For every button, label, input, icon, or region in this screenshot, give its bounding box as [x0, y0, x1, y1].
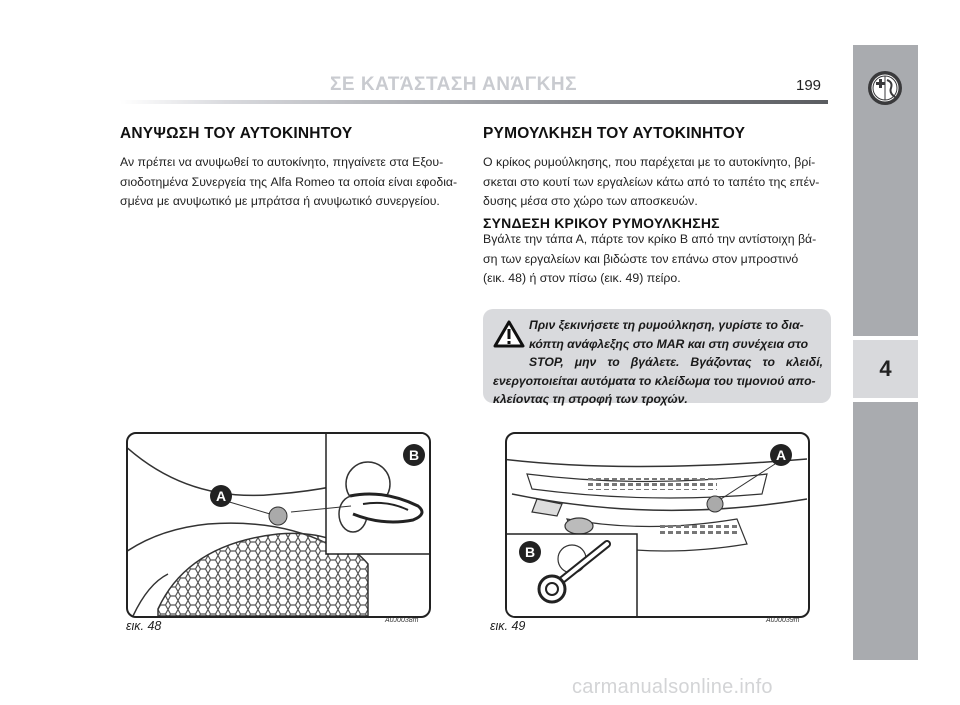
text-line: σμένα με ανυψωτικό με μπράτσα ή ανυψωτικό συνεργείου.	[120, 194, 440, 208]
tow-ring-paragraph	[483, 230, 831, 289]
figure-49	[505, 432, 810, 618]
rear-bumper-illustration	[507, 434, 808, 616]
callout-a: A	[210, 485, 232, 507]
towing-heading: ΡΥΜΟΥΛΚΗΣΗ ΤΟΥ ΑΥΤΟΚΙΝΗΤΟΥ	[483, 125, 746, 142]
lifting-paragraph	[120, 153, 460, 212]
text-line: Ο κρίκος ρυμούλκησης, που παρέχεται με το αυτοκίνητο, βρί-	[483, 155, 816, 169]
text-line: Αν πρέπει να ανυψωθεί το αυτοκίνητο, πηγαίνετε στα Εξου-	[120, 155, 444, 169]
section-title: ΣΕ ΚΑΤΆΣΤΑΣΗ ΑΝΆΓΚΗΣ	[330, 74, 577, 95]
figure-49-caption: εικ. 49	[490, 619, 526, 633]
text-line: σιοδοτημένα Συνεργεία της Alfa Romeo τα οποία είναι εφοδια-	[120, 174, 458, 189]
towing-paragraph	[483, 153, 831, 212]
text-line: Βγάλτε την τάπα Α, πάρτε τον κρίκο Β από την αντίστοιχη βά-	[483, 232, 817, 246]
tow-ring-subheading: ΣΥΝΔΕΣΗ ΚΡΙΚΟΥ ΡΥΜΟΥΛΚΗΣΗΣ	[483, 215, 720, 231]
text-line: ση των εργαλείων και βιδώστε τον επάνω στον μπροστινό	[483, 251, 799, 266]
warning-line: ενεργοποιείται αυτόματα το κλείδωμα του τιμονιού απο-	[493, 373, 816, 388]
header-rule	[120, 100, 828, 104]
page-number: 199	[796, 77, 822, 94]
lifting-heading: ΑΝΥΨΩΣΗ ΤΟΥ ΑΥΤΟΚΙΝΗΤΟΥ	[120, 125, 353, 142]
callout-a: A	[770, 444, 792, 466]
figure-49-code: A0J0039m	[766, 617, 800, 624]
text-line: (εικ. 48) ή στον πίσω (εικ. 49) πείρο.	[483, 271, 681, 285]
warning-text	[493, 316, 823, 409]
watermark: carmanualsonline.info	[572, 676, 773, 698]
text-line: δυσης μέσα στο χώρο των αποσκευών.	[483, 194, 698, 208]
callout-b: B	[403, 444, 425, 466]
chapter-tab-divider	[853, 398, 918, 402]
warning-line: Πριν ξεκινήσετε τη ρυμούλκηση, γυρίστε το δια-	[529, 318, 804, 332]
callout-b: B	[519, 541, 541, 563]
text-line: σκεται στο κουτί των εργαλείων κάτω από το ταπέτο της επέν-	[483, 174, 820, 189]
warning-line: κόπτη ανάφλεξης στο MAR και στη συνέχεια στο	[529, 336, 809, 351]
figure-48-code: A0J0038m	[385, 617, 419, 624]
warning-line: STOP, μην το βγάλετε. Βγάζοντας το κλειδί,	[529, 355, 823, 369]
front-bumper-illustration	[128, 434, 429, 616]
figure-48	[126, 432, 431, 618]
alfa-romeo-logo-icon	[867, 70, 903, 106]
warning-line: κλείοντας τη στροφή των τροχών.	[493, 392, 688, 406]
figure-48-caption: εικ. 48	[126, 619, 162, 633]
chapter-number-tab[interactable]: 4	[853, 340, 918, 398]
